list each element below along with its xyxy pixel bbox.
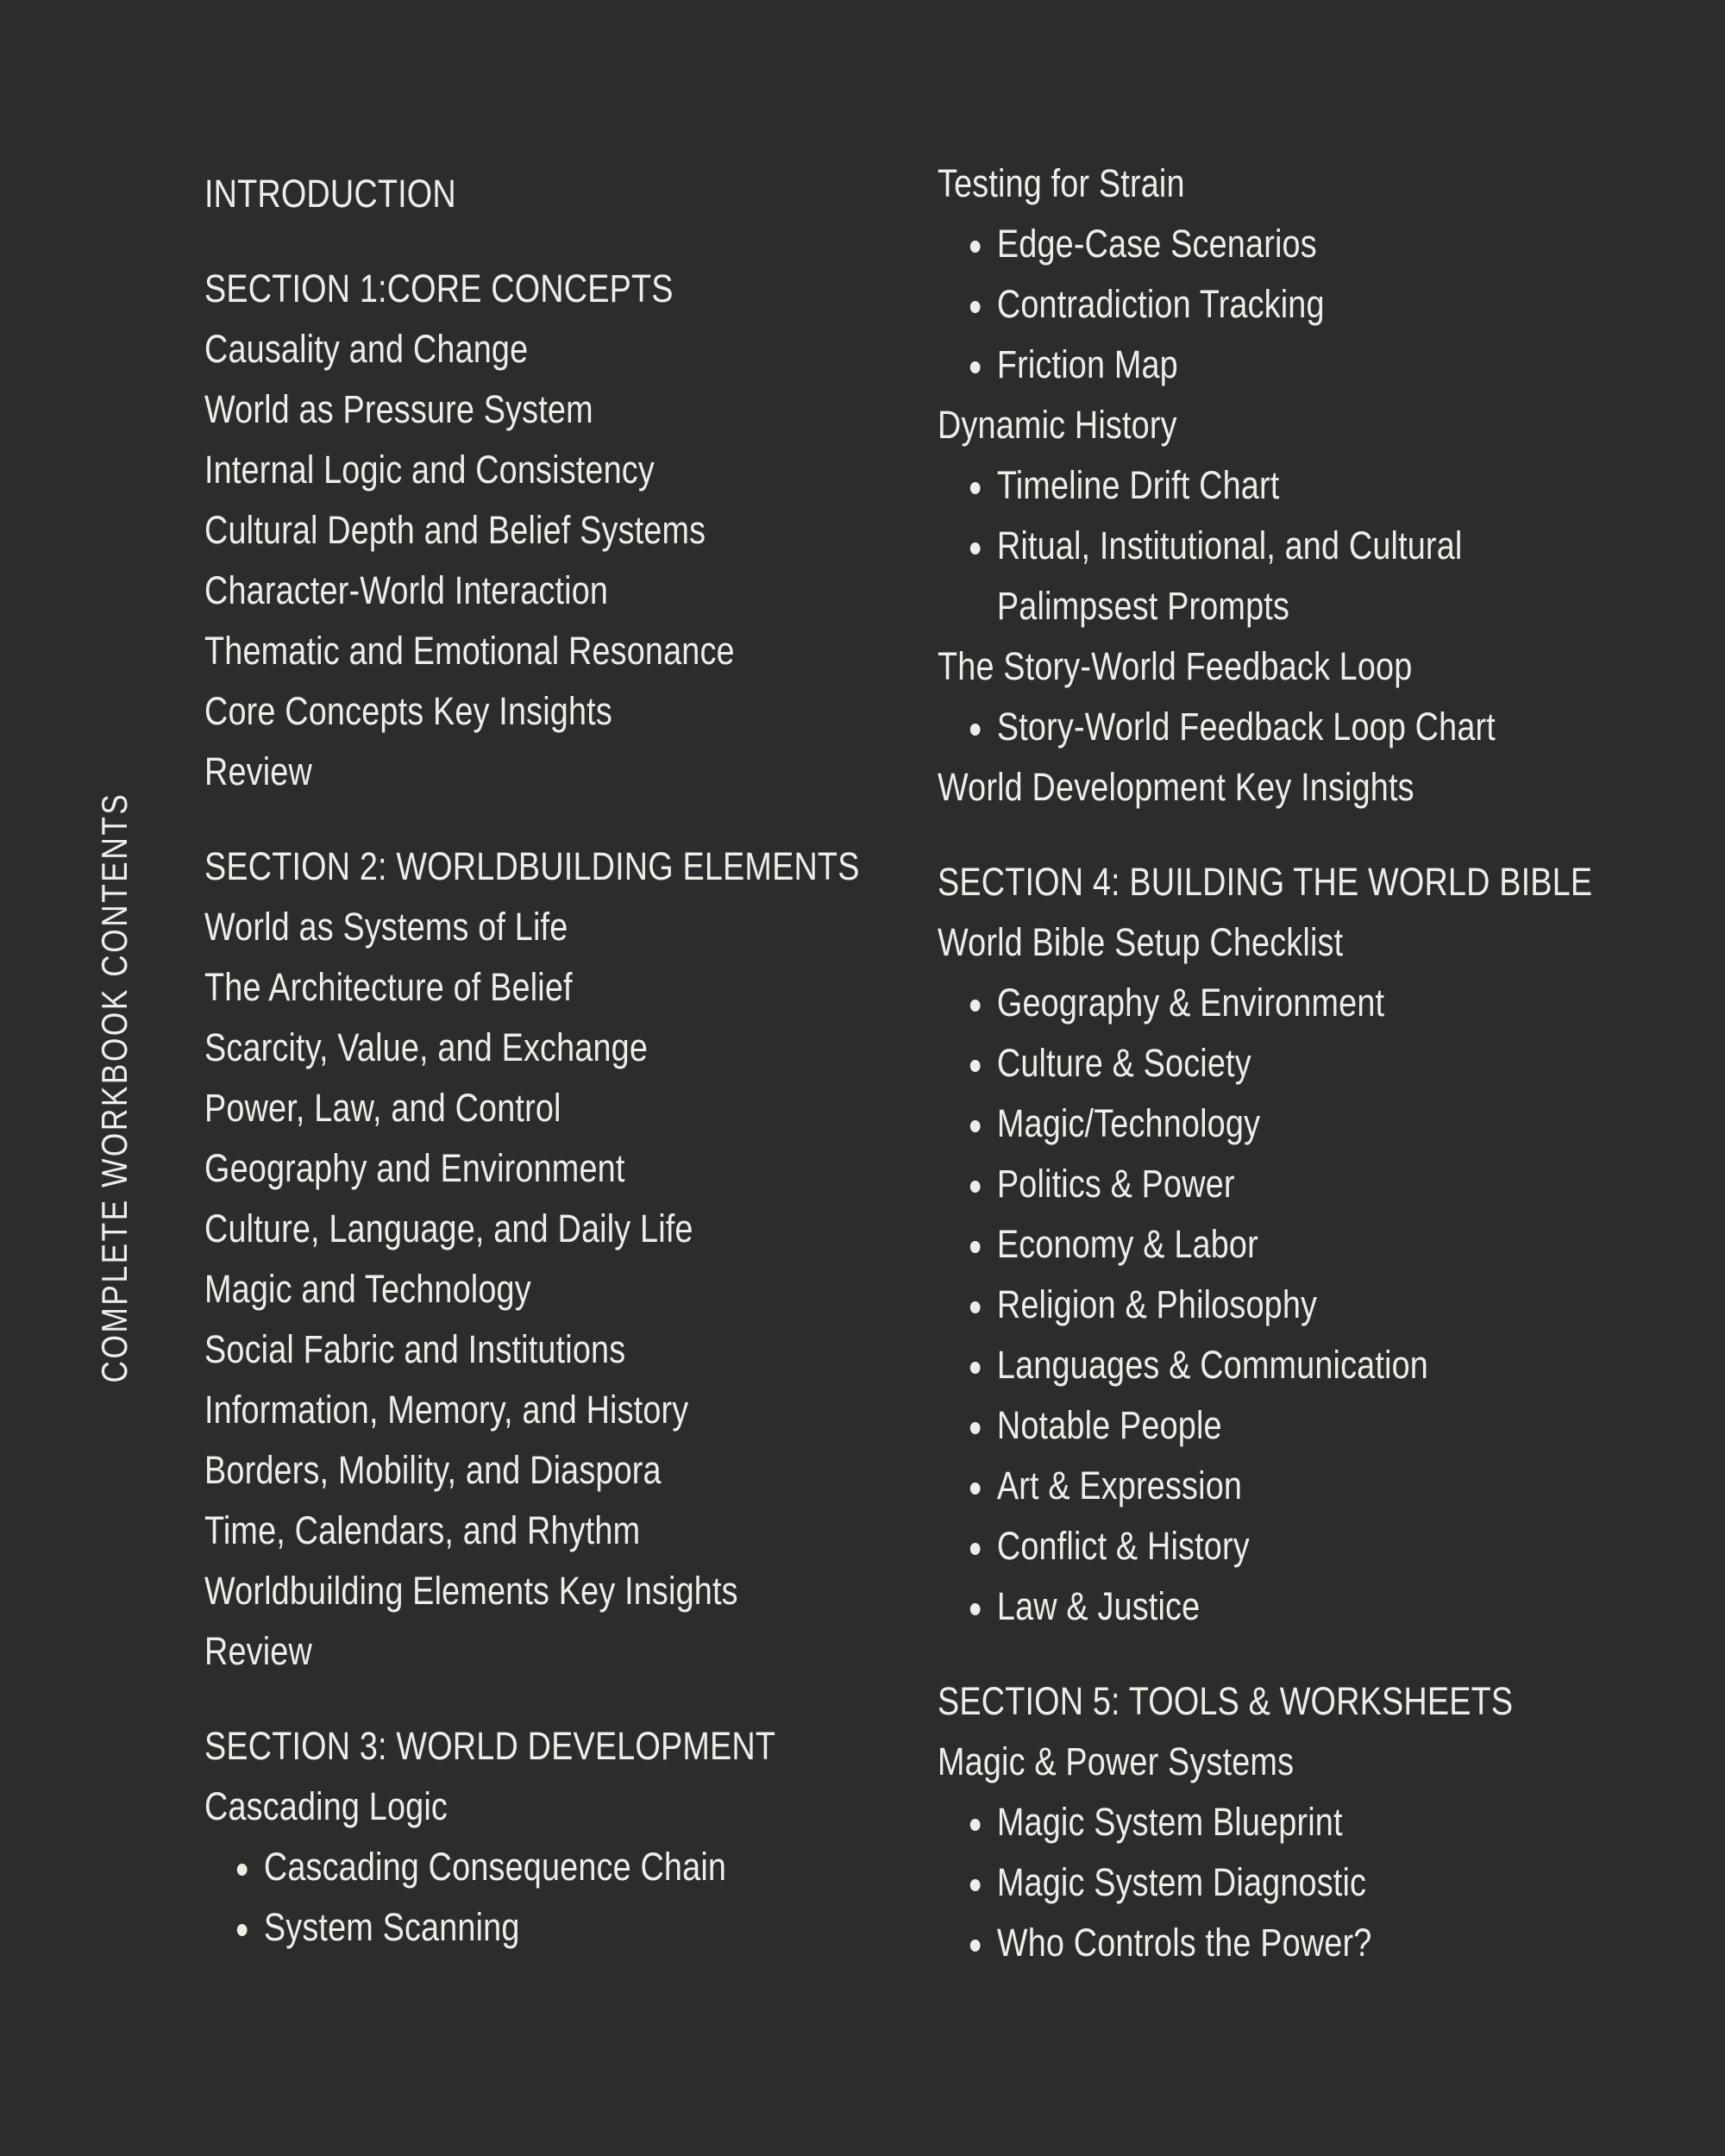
toc-sub-entry xyxy=(938,335,1620,395)
toc-entry-label: Information, Memory, and History xyxy=(204,1388,689,1432)
toc-entry-label: Internal Logic and Consistency xyxy=(204,448,655,492)
toc-entry-label: Cascading Consequence Chain xyxy=(263,1845,727,1889)
bullet-dot-icon xyxy=(970,1301,981,1313)
toc-entry-label: Review xyxy=(204,749,312,793)
toc-sub-entry xyxy=(204,1897,860,1958)
toc-entry-label: Cascading Logic xyxy=(204,1784,448,1828)
toc-entry xyxy=(204,440,860,500)
toc-sub-entry xyxy=(938,1214,1620,1275)
section-heading xyxy=(938,1671,1620,1732)
toc-entry xyxy=(204,957,860,1018)
toc-sub-entry xyxy=(938,973,1620,1033)
toc-entry-label: SECTION 4: BUILDING THE WORLD BIBLE xyxy=(938,860,1593,904)
toc-entry xyxy=(204,1199,860,1259)
toc-sub-entry xyxy=(938,1033,1620,1094)
bullet-dot-icon xyxy=(237,1864,248,1876)
section-heading xyxy=(938,852,1620,912)
bullet-dot-icon xyxy=(970,1422,981,1434)
toc-entry-label: INTRODUCTION xyxy=(204,172,456,216)
toc-entry-label: Contradiction Tracking xyxy=(996,282,1325,326)
toc-entry xyxy=(204,1078,860,1138)
toc-entry-label: SECTION 2: WORLDBUILDING ELEMENTS xyxy=(204,844,860,888)
toc-entry xyxy=(938,154,1620,214)
toc-entry xyxy=(204,1259,860,1319)
section-heading xyxy=(204,164,860,224)
toc-entry xyxy=(204,1440,860,1501)
bullet-dot-icon xyxy=(970,542,981,555)
toc-entry-label: Magic System Diagnostic xyxy=(996,1860,1367,1904)
toc-entry-label: Thematic and Emotional Resonance xyxy=(204,629,735,673)
bullet-dot-icon xyxy=(970,1241,981,1253)
toc-entry-label: Languages & Communication xyxy=(996,1343,1428,1387)
bullet-dot-icon xyxy=(970,1603,981,1615)
toc-entry-label: Character-World Interaction xyxy=(204,568,609,612)
toc-entry-label: Borders, Mobility, and Diaspora xyxy=(204,1448,662,1492)
toc-sub-entry xyxy=(204,1837,860,1897)
toc-entry xyxy=(938,757,1620,818)
toc-sub-entry xyxy=(938,1576,1620,1637)
toc-entry xyxy=(204,500,860,561)
toc-entry-label: Ritual, Institutional, and Cultural Palimpsest Prompts xyxy=(996,523,1463,628)
bullet-dot-icon xyxy=(970,1940,981,1952)
toc-entry-label: World as Systems of Life xyxy=(204,905,568,949)
toc-sub-entry xyxy=(938,1792,1620,1852)
toc-column-left xyxy=(204,164,984,1958)
bullet-dot-icon xyxy=(970,1819,981,1831)
toc-entry-label: Culture & Society xyxy=(996,1041,1251,1085)
toc-entry xyxy=(204,1777,860,1837)
toc-sub-entry xyxy=(938,516,1620,636)
bullet-dot-icon xyxy=(970,1879,981,1891)
toc-entry-label: World as Pressure System xyxy=(204,387,593,431)
toc-entry-label: Core Concepts Key Insights xyxy=(204,689,612,733)
toc-sub-entry xyxy=(938,1913,1620,1973)
toc-entry-label: Friction Map xyxy=(996,342,1178,386)
toc-sub-entry xyxy=(938,1456,1620,1516)
toc-entry-label: Review xyxy=(204,1629,312,1673)
toc-entry-label: Conflict & History xyxy=(996,1524,1250,1568)
toc-entry xyxy=(938,912,1620,973)
toc-entry-label: Magic & Power Systems xyxy=(938,1739,1295,1783)
toc-entry-label: System Scanning xyxy=(263,1905,520,1949)
toc-entry-label: Cultural Depth and Belief Systems xyxy=(204,508,706,552)
toc-sub-entry xyxy=(938,1395,1620,1456)
toc-entry-label: Law & Justice xyxy=(996,1584,1201,1628)
toc-entry-label: World Bible Setup Checklist xyxy=(938,920,1344,964)
toc-entry xyxy=(204,1319,860,1380)
toc-entry xyxy=(204,742,860,802)
bullet-dot-icon xyxy=(970,241,981,253)
toc-entry xyxy=(204,897,860,957)
toc-entry-label: Politics & Power xyxy=(996,1162,1235,1206)
section-heading xyxy=(204,1716,860,1777)
bullet-dot-icon xyxy=(237,1924,248,1936)
toc-entry-label: Timeline Drift Chart xyxy=(996,463,1280,507)
toc-entry-label: Time, Calendars, and Rhythm xyxy=(204,1508,641,1552)
toc-sub-entry xyxy=(938,1852,1620,1913)
toc-entry xyxy=(204,1561,860,1621)
toc-entry-label: Magic System Blueprint xyxy=(996,1800,1343,1844)
toc-entry xyxy=(204,621,860,681)
toc-entry-label: Economy & Labor xyxy=(996,1222,1258,1266)
toc-entry-label: Edge-Case Scenarios xyxy=(996,222,1317,266)
bullet-dot-icon xyxy=(970,361,981,373)
toc-entry-label: Testing for Strain xyxy=(938,161,1185,205)
toc-entry xyxy=(938,1732,1620,1792)
toc-entry xyxy=(938,636,1620,697)
toc-entry xyxy=(204,561,860,621)
toc-sub-entry xyxy=(938,1154,1620,1214)
toc-entry-label: Notable People xyxy=(996,1403,1222,1447)
toc-entry-label: Social Fabric and Institutions xyxy=(204,1327,626,1371)
toc-column-right xyxy=(938,154,1725,1973)
toc-entry-label: Geography & Environment xyxy=(996,981,1385,1025)
toc-entry xyxy=(204,319,860,379)
bullet-dot-icon xyxy=(970,1543,981,1555)
bullet-dot-icon xyxy=(970,724,981,736)
bullet-dot-icon xyxy=(970,1362,981,1374)
toc-entry-label: SECTION 1:CORE CONCEPTS xyxy=(204,266,674,310)
toc-sub-entry xyxy=(938,214,1620,274)
toc-entry-label: The Architecture of Belief xyxy=(204,965,573,1009)
toc-entry xyxy=(938,395,1620,455)
bullet-dot-icon xyxy=(970,1482,981,1495)
bullet-dot-icon xyxy=(970,1181,981,1193)
toc-entry-label: Religion & Philosophy xyxy=(996,1282,1318,1326)
toc-entry-label: Dynamic History xyxy=(938,403,1177,447)
toc-entry-label: Who Controls the Power? xyxy=(996,1921,1372,1965)
toc-entry-label: SECTION 3: WORLD DEVELOPMENT xyxy=(204,1724,776,1768)
toc-sub-entry xyxy=(938,455,1620,516)
toc-entry xyxy=(204,1018,860,1078)
section-heading xyxy=(204,259,860,319)
sidebar-vertical-label-text: COMPLETE WORKBOOK CONTENTS xyxy=(94,792,135,1383)
toc-sub-entry xyxy=(938,697,1620,757)
toc-entry-label: World Development Key Insights xyxy=(938,765,1414,809)
toc-entry xyxy=(204,681,860,742)
toc-sub-entry xyxy=(938,1094,1620,1154)
toc-entry xyxy=(204,1501,860,1561)
toc-entry-label: Worldbuilding Elements Key Insights xyxy=(204,1569,738,1613)
bullet-dot-icon xyxy=(970,1060,981,1072)
toc-sub-entry xyxy=(938,1335,1620,1395)
toc-entry-label: Scarcity, Value, and Exchange xyxy=(204,1025,649,1069)
toc-entry-label: Culture, Language, and Daily Life xyxy=(204,1206,693,1250)
bullet-dot-icon xyxy=(970,1000,981,1012)
bullet-dot-icon xyxy=(970,482,981,494)
toc-entry-label: The Story-World Feedback Loop xyxy=(938,644,1413,688)
bullet-dot-icon xyxy=(970,1120,981,1132)
toc-entry-label: Geography and Environment xyxy=(204,1146,625,1190)
toc-entry-label: Art & Expression xyxy=(996,1463,1243,1507)
toc-entry-label: Story-World Feedback Loop Chart xyxy=(996,705,1496,749)
toc-entry-label: Causality and Change xyxy=(204,327,529,371)
toc-sub-entry xyxy=(938,1516,1620,1576)
toc-entry-label: Magic and Technology xyxy=(204,1267,531,1311)
toc-sub-entry xyxy=(938,1275,1620,1335)
toc-entry xyxy=(204,379,860,440)
toc-entry-label: Power, Law, and Control xyxy=(204,1086,561,1130)
section-heading xyxy=(204,837,860,897)
toc-entry xyxy=(204,1621,860,1682)
toc-entry xyxy=(204,1138,860,1199)
toc-sub-entry xyxy=(938,274,1620,335)
toc-entry xyxy=(204,1380,860,1440)
bullet-dot-icon xyxy=(970,301,981,313)
toc-entry-label: Magic/Technology xyxy=(996,1101,1261,1145)
toc-entry-label: SECTION 5: TOOLS & WORKSHEETS xyxy=(938,1679,1514,1723)
